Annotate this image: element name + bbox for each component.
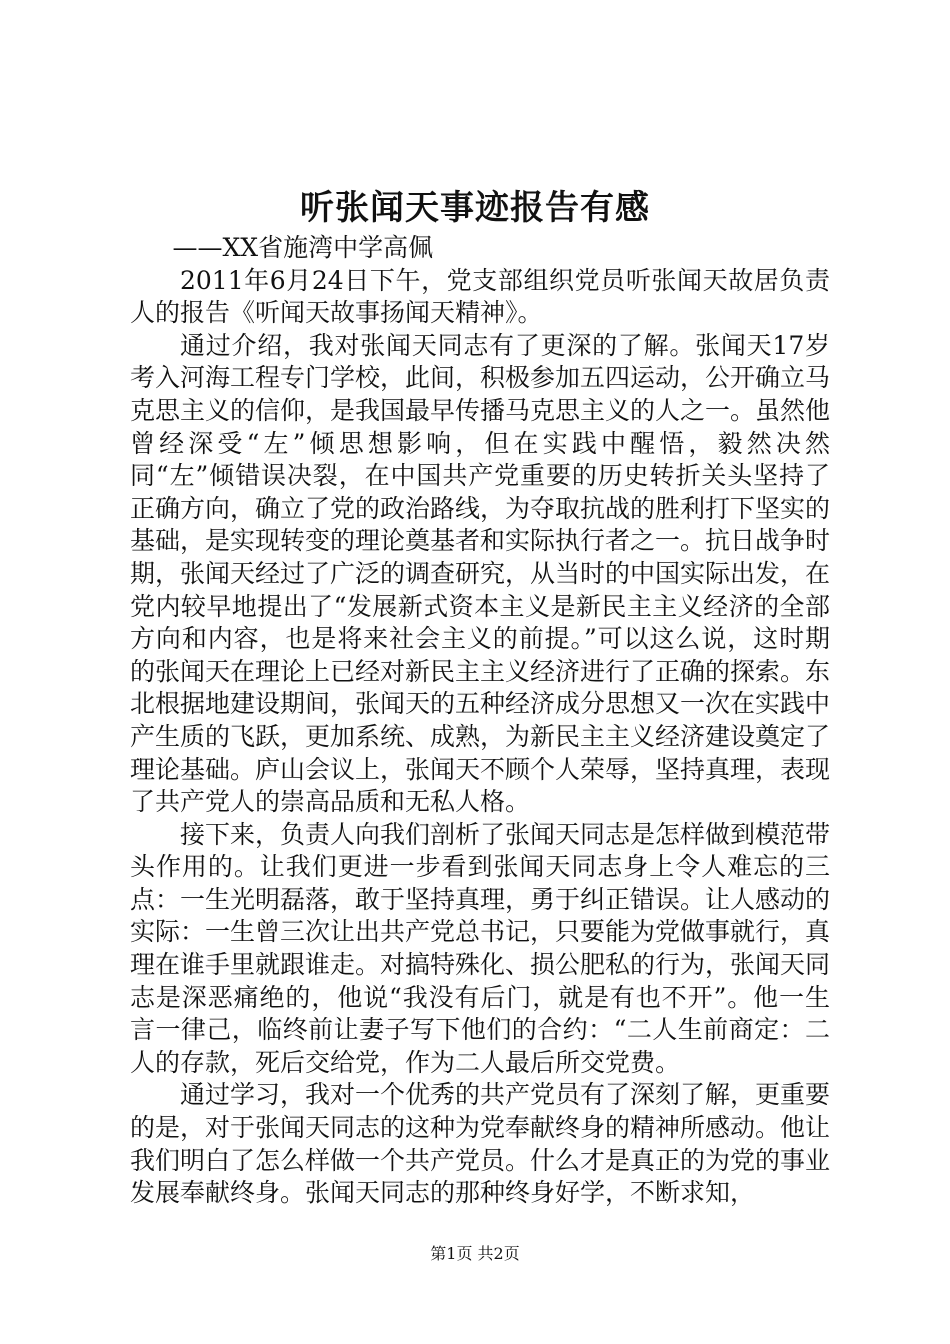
page-number-footer: 第1页 共2页 bbox=[430, 1244, 520, 1263]
document-title: 听张闻天事迹报告有感 bbox=[300, 188, 650, 228]
author-byline: ——XX省施湾中学高佩 bbox=[172, 233, 434, 262]
document-body bbox=[130, 232, 830, 1210]
paragraph-role-model: 接下来，负责人向我们剖析了张闻天同志是怎样做到模范带头作用的。让我们更进一步看到张闻天同志身上令人难忘的三点：一生光明磊落，敢于坚持真理，勇于纠正错误。让人感动的实际：一生曾三次让出共产党总书记，只要能为党做事就行，真理在谁手里就跟谁走。对搞特殊化、损公肥私的行为，张闻天同志是深恶痛绝的，他说“我没有后门，就是有也不开”。他一生言一律己，临终前让妻子写下他们的合约：“二人生前商定：二人的存款，死后交给党，作为二人最后所交党费。 bbox=[130, 819, 831, 1077]
paragraph-reflection: 通过学习，我对一个优秀的共产党员有了深刻了解，更重要的是，对于张闻天同志的这种为党奉献终身的精神所感动。他让我们明白了怎么样做一个共产党员。什么才是真正的为党的事业发展奉献终身。张闻天同志的那种终身好学，不断求知， bbox=[130, 1080, 831, 1208]
paragraph-intro: 2011年6月24日下午，党支部组织党员听张闻天故居负责人的报告《听闻天故事扬闻天精神》。 bbox=[130, 265, 830, 328]
paragraph-biography: 通过介绍，我对张闻天同志有了更深的了解。张闻天17岁考入河海工程专门学校，此间，积极参加五四运动，公开确立马克思主义的信仰，是我国最早传播马克思主义的人之一。虽然他曾经深受“左”倾思想影响，但在实践中醒悟，毅然决然同“左”倾错误决裂，在中国共产党重要的历史转折关头坚持了正确方向，确立了党的政治路线，为夺取抗战的胜利打下坚实的基础，是实现转变的理论奠基者和实际执行者之一。抗日战争时期，张闻天经过了广泛的调查研究，从当时的中国实际出发，在党内较早地提出了“发展新式资本主义是新民主主义经济的全部方向和内容，也是将来社会主义的前提。”可以这么说，这时期的张闻天在理论上已经对新民主主义经济进行了正确的探索。东北根据地建设期间，张闻天的五种经济成分思想又一次在实践中产生质的飞跃，更加系统、成熟，为新民主主义经济建设奠定了理论基础。庐山会议上，张闻天不顾个人荣辱，坚持真理，表现了共产党人的崇高品质和无私人格。 bbox=[130, 330, 831, 817]
